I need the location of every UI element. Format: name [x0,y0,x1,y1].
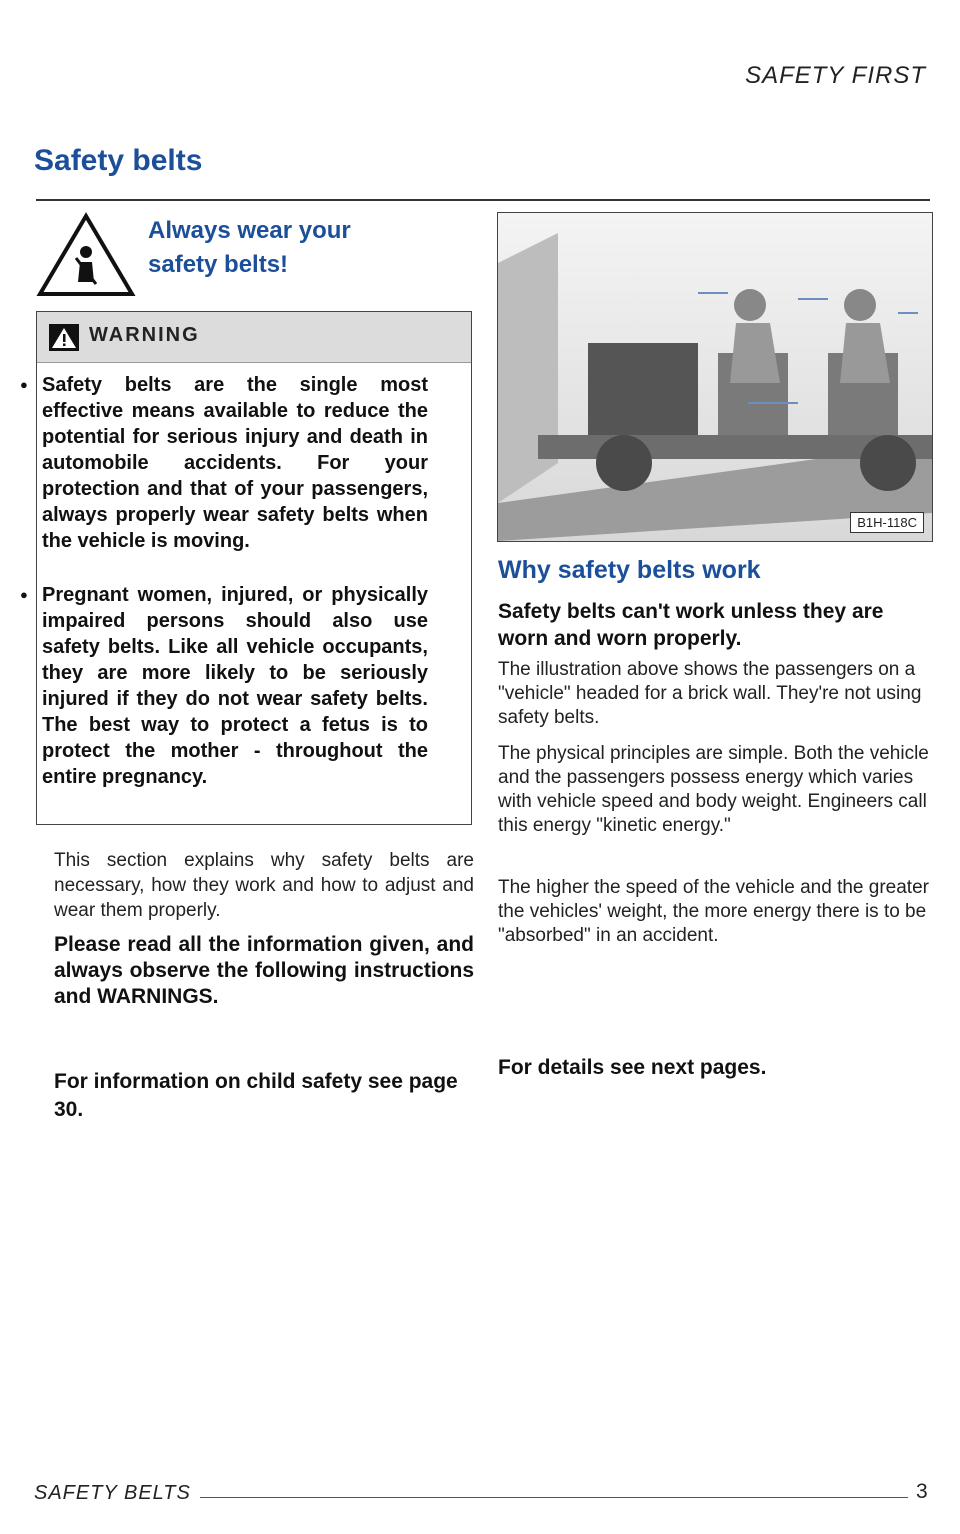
alert-text [148,214,351,282]
footer-section: SAFETY BELTS [34,1482,191,1504]
crash-illustration [497,212,933,542]
warning-triangle-icon [49,324,79,351]
running-header: SAFETY FIRST [745,62,926,89]
please-read-note: Please read all the information given, and always observe the following instructions and WARNINGS. [54,933,474,1008]
section-paragraph-1: The illustration above shows the passengers on a "vehicle" headed for a brick wall. They're not using safety belts. [498,659,922,728]
warning-bullet-1: ● Safety belts are the single most effective means available to reduce the potential for serious injury and death in automobile accidents. For your protection and that of your passengers, always properly wear safety belts when the vehicle is moving. [18,372,428,554]
child-safety-note: For information on child safety see page 30. [54,1070,458,1121]
figure-label: B1H-118C [850,512,924,533]
alert-line-1: Always wear your [148,217,351,244]
intro-paragraph: This section explains why safety belts are necessary, how they work and how to adjust and wear them properly. [54,850,474,921]
page-number: 3 [916,1480,928,1503]
vehicle-passengers-illustration [498,213,932,541]
section-paragraph-2: The physical principles are simple. Both the vehicle and the passengers possess energy which varies with vehicle speed and body weight. Engineers call this energy "kinetic energy." [498,743,929,836]
seatbelt-warning-icon [36,212,136,298]
warning-label: WARNING [89,324,200,346]
section-title: Why safety belts work [498,556,761,584]
alert-banner [36,212,476,292]
page-title: Safety belts [34,144,203,177]
footer-rule [200,1497,908,1498]
section-paragraph-3: The higher the speed of the vehicle and the greater the vehicles' weight, the more energy there is to be "absorbed" in an accident. [498,877,929,946]
details-note: For details see next pages. [498,1056,767,1079]
warning-bullet-2: ● Pregnant women, injured, or physically impaired persons should also use safety belts. Like all vehicle occupants, they are more likely to be seriously injured if they do not wear safety belts. The best way to protect a fetus is to protect the mother - throughout the entire pregnancy. [18,582,428,790]
title-rule [36,199,930,201]
section-subtitle: Safety belts can't work unless they are worn and worn properly. [498,600,884,650]
alert-line-2: safety belts! [148,251,289,278]
warning-header [37,312,471,363]
